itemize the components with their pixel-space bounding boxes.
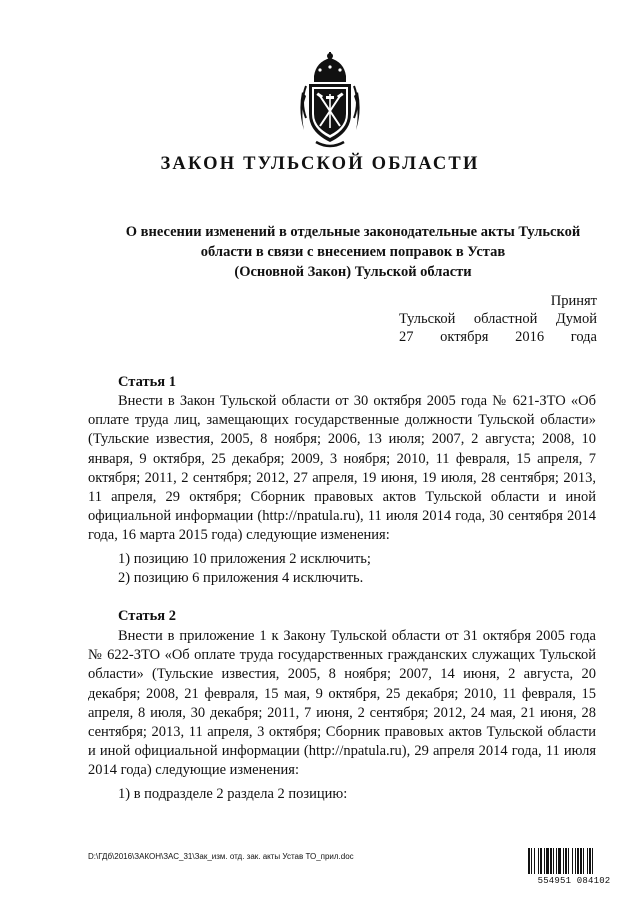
barcode	[528, 848, 620, 886]
subject-line: (Основной Закон) Тульской области	[234, 264, 472, 280]
article-2-item: 1) в подразделе 2 раздела 2 позицию:	[118, 786, 348, 802]
adopted-date: 27 октября 2016 года	[399, 329, 597, 345]
article-1-item: 2) позицию 6 приложения 4 исключить.	[118, 570, 364, 586]
article-1-text: Внести в Закон Тульской области от 30 октября 2005 года № 621-ЗТО «Об оплате труда лиц, замещающих государственные должности Тульской области» (Тульские известия, 2005, 8 ноября; 2006, 13 июля; 2007, 2 августа; 2008, 10 января, 9 октября, 25 декабря; 2009, 3 ноября; 2010, 11 февраля, 15 апреля, 7 октября; 2011, 2 сентября; 2012, 27 апреля, 19 июня, 19 июля, 28 сентября; 2013, 11 апреля, 29 октября; Сборник правовых актов Тульской области и иной официальной информации (http://npatula.ru), 11 июля 2014 года, 30 сентября 2014 года, 16 марта 2015 года) следующие изменения:	[88, 393, 596, 544]
adopted-by: Тульской областной Думой	[399, 311, 597, 327]
barcode-number: 554951 084102	[537, 876, 611, 886]
footer-file-path: D:\ГДб\2016\ЗАКОН\ЗАС_31\Зак_изм. отд. зак. акты Устав ТО_прил.doc	[88, 852, 354, 861]
article-1-item: 1) позицию 10 приложения 2 исключить;	[118, 551, 371, 567]
adopted-label: Принят	[550, 293, 597, 309]
subject-line: области в связи с внесением поправок в Устав	[200, 244, 506, 260]
article-1-heading: Статья 1	[118, 374, 176, 390]
law-title: ЗАКОН ТУЛЬСКОЙ ОБЛАСТИ	[160, 154, 480, 174]
article-2-text: Внести в приложение 1 к Закону Тульской области от 31 октября 2005 года № 622-ЗТО «Об оплате труда государственных гражданских служащих Тульской области» (Тульские известия, 2005, 8 ноября; 2007, 14 июня, 2 августа, 20 декабря; 2008, 21 февраля, 15 мая, 9 октября, 25 декабря; 2010, 11 февраля, 15 апреля, 8 июля, 30 декабря; 2011, 7 июня, 2 сентября; 2012, 24 мая, 21 июня, 28 сентября; 2013, 11 апреля, 3 октября; Сборник правовых актов Тульской области и иной официальной информации (http://npatula.ru), 29 апреля 2014 года, 11 июля 2014 года) следующие изменения:	[88, 628, 596, 779]
article-2-heading: Статья 2	[118, 608, 176, 624]
subject-line: О внесении изменений в отдельные законодательные акты Тульской	[125, 224, 581, 240]
barcode-icon	[528, 848, 620, 878]
adoption-block	[399, 292, 597, 346]
coat-of-arms-icon	[296, 52, 364, 150]
law-subject	[118, 222, 588, 282]
